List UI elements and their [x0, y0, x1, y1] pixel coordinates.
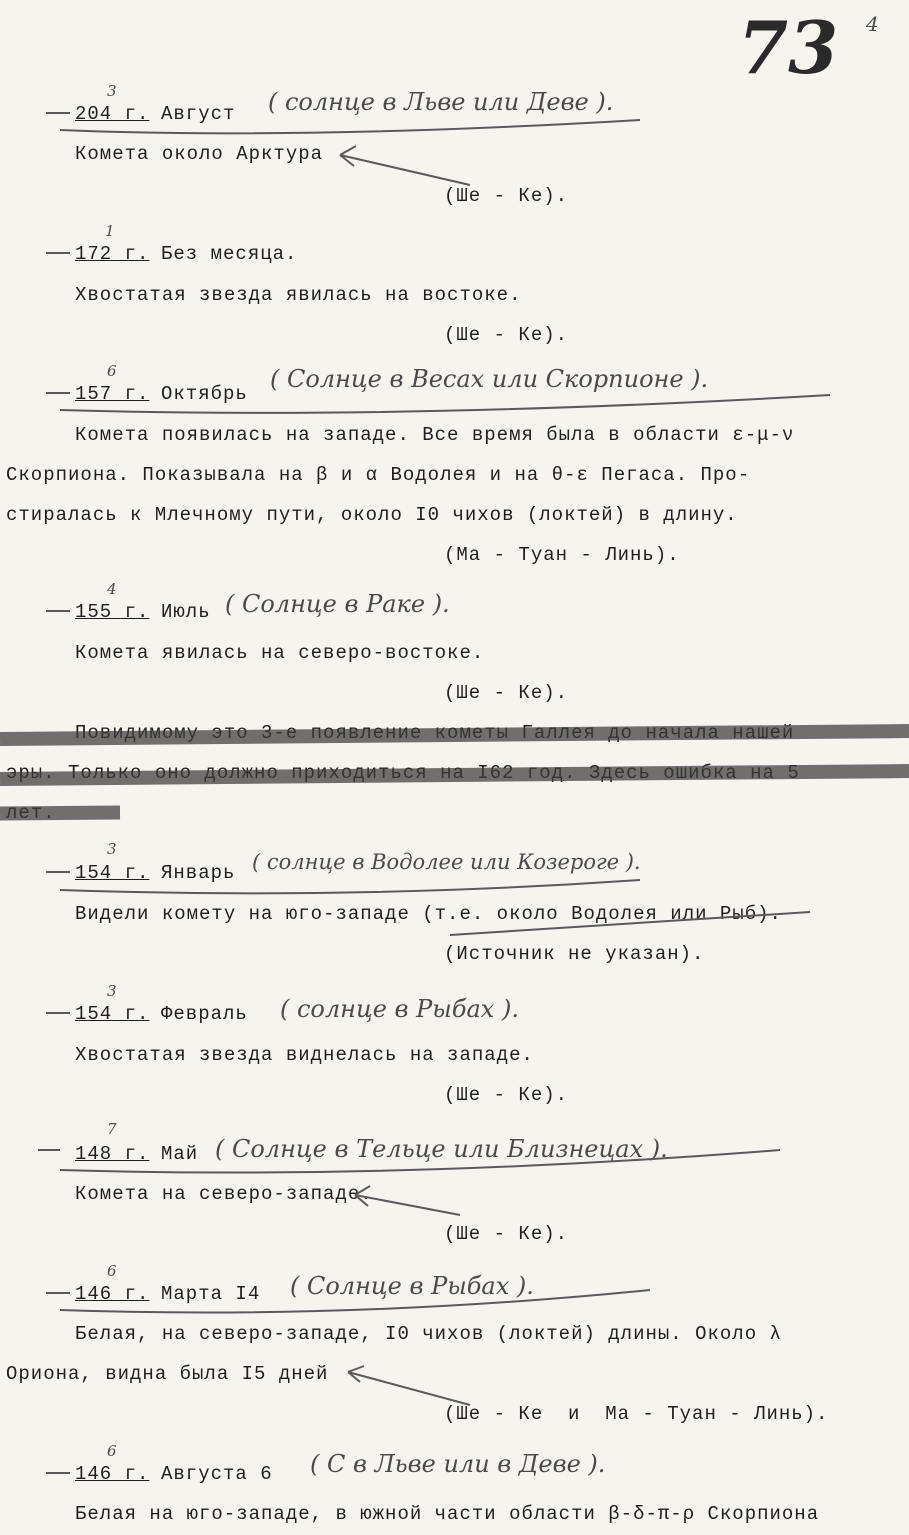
entry-year: 154 г.: [75, 1003, 150, 1025]
entry-source: (Ма - Туан - Линь).: [444, 544, 680, 566]
strikethrough-mark: [0, 805, 120, 820]
handwritten-page-number: 73: [738, 5, 839, 90]
arrow-mark: [340, 146, 470, 185]
entry-year: 172 г.: [75, 243, 150, 265]
entry-text-line: Белая на юго-западе, в южной части области β-δ-π-ρ Скорпиона: [75, 1503, 820, 1525]
entry-month: Августа 6: [161, 1463, 273, 1485]
entry-source: (Ше - Ке и Ма - Туан - Линь).: [444, 1403, 829, 1425]
entry-month: Октябрь: [161, 383, 248, 405]
entry-month: Август: [161, 103, 236, 125]
entry-month: Январь: [161, 862, 236, 884]
entry-text-line: Хвостатая звезда виднелась на западе.: [75, 1044, 534, 1066]
sun-position-note: ( солнце в Рыбах ).: [280, 995, 519, 1023]
entry-source: (Ше - Ке).: [444, 682, 569, 704]
entry-text-line: Комета около Арктура: [75, 143, 324, 165]
sun-position-note: ( солнце в Водолее или Козероге ).: [252, 850, 641, 874]
year-correction: 3: [107, 82, 117, 100]
sun-position-note: ( С в Льве или в Деве ).: [310, 1450, 606, 1478]
entry-year: 148 г.: [75, 1143, 150, 1165]
entry-source: (Ше - Ке).: [444, 324, 569, 346]
sun-position-note: ( Солнце в Раке ).: [225, 590, 450, 618]
entry-text-line: Белая, на северо-западе, I0 чихов (локтей) длины. Около λ: [75, 1323, 782, 1345]
year-correction: 6: [107, 362, 117, 380]
corner-page-number: 4: [866, 12, 879, 36]
entry-month: Марта I4: [161, 1283, 261, 1305]
entry-text-line: Комета на северо-западе.: [75, 1183, 373, 1205]
entry-year: 146 г.: [75, 1463, 150, 1485]
sun-position-note: ( солнце в Льве или Деве ).: [268, 88, 614, 116]
year-correction: 7: [107, 1120, 117, 1138]
entry-month: Без месяца.: [161, 243, 298, 265]
entry-text-line: Комета появилась на западе. Все время была в области ε-μ-ν: [75, 424, 795, 446]
entry-month: Май: [161, 1143, 199, 1165]
entry-month: Февраль: [161, 1003, 248, 1025]
entry-source: (Ше - Ке).: [444, 1084, 569, 1106]
entry-source: (Источник не указан).: [444, 943, 705, 965]
entry-text-line: Видели комету на юго-западе (т.е. около Водолея или Рыб).: [75, 903, 782, 925]
entry-text-line: Хвостатая звезда явилась на востоке.: [75, 284, 522, 306]
year-correction: 6: [107, 1262, 117, 1280]
year-correction: 1: [105, 222, 115, 240]
year-correction: 3: [107, 982, 117, 1000]
year-correction: 4: [107, 580, 117, 598]
arrow-mark: [348, 1366, 470, 1405]
entry-text-line: Ориона, видна была I5 дней: [6, 1363, 329, 1385]
entry-year: 154 г.: [75, 862, 150, 884]
sun-position-note: ( Солнце в Весах или Скорпионе ).: [270, 365, 709, 393]
entry-source: (Ше - Ке).: [444, 1223, 569, 1245]
entry-text-line: стиралась к Млечному пути, около I0 чихов (локтей) в длину.: [6, 504, 738, 526]
sun-position-note: ( Солнце в Рыбах ).: [290, 1272, 534, 1300]
entry-text-line: Скорпиона. Показывала на β и α Водолея и на θ-ε Пегаса. Про-: [6, 464, 751, 486]
entry-text-line: Комета явилась на северо-востоке.: [75, 642, 485, 664]
year-correction: 3: [107, 840, 117, 858]
entry-source: (Ше - Ке).: [444, 185, 569, 207]
entry-year: 204 г.: [75, 103, 150, 125]
sun-position-note: ( Солнце в Тельце или Близнецах ).: [215, 1135, 668, 1163]
entry-year: 146 г.: [75, 1283, 150, 1305]
entry-year: 155 г.: [75, 601, 150, 623]
entry-year: 157 г.: [75, 383, 150, 405]
year-correction: 6: [107, 1442, 117, 1460]
entry-month: Июль: [161, 601, 211, 623]
